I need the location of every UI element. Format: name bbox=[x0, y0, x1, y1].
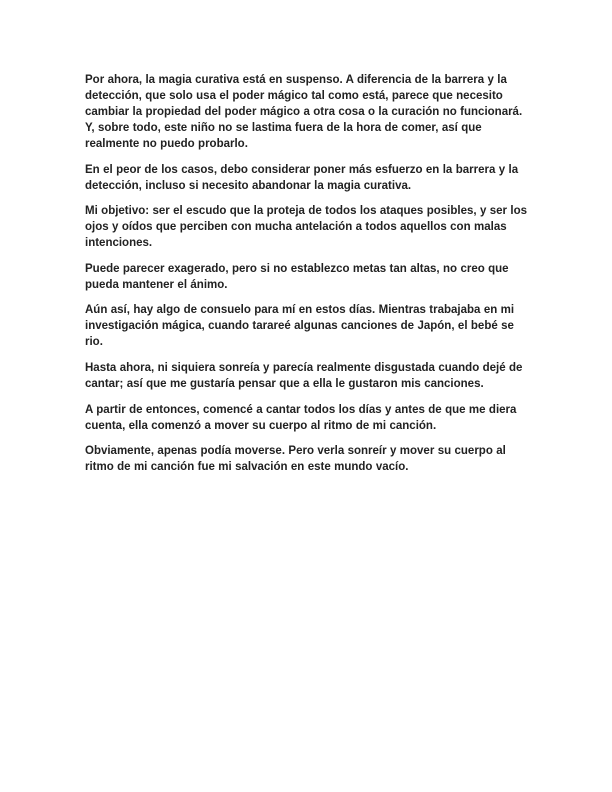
paragraph-2: En el peor de los casos, debo considerar poner más esfuerzo en la barrera y la detección, incluso si necesito abandonar la magia curativa. bbox=[85, 163, 519, 192]
paragraph-6: Hasta ahora, ni siquiera sonreía y parecía realmente disgustada cuando dejé de cantar; así que me gustaría pensar que a ella le gustaron mis canciones. bbox=[85, 361, 523, 390]
paragraph-3: Mi objetivo: ser el escudo que la proteja de todos los ataques posibles, y ser los ojos y oídos que perciben con mucha antelación a todos aquellos con malas intenciones. bbox=[85, 205, 528, 250]
paragraph-4: Puede parecer exagerado, pero si no establezco metas tan altas, no creo que pueda mantener el ánimo. bbox=[85, 262, 509, 291]
paragraph-7: A partir de entonces, comencé a cantar todos los días y antes de que me diera cuenta, ella comenzó a mover su cuerpo al ritmo de mi canción. bbox=[85, 403, 517, 432]
paragraph-1: Por ahora, la magia curativa está en suspenso. A diferencia de la barrera y la detección, que solo usa el poder mágico tal como está, parece que necesito cambiar la propiedad del poder mágico a otra cosa o la curación no funcionará. Y, sobre todo, este niño no se lastima fuera de la hora de comer, así que realmente no puedo probarlo. bbox=[85, 74, 523, 150]
paragraph-5: Aún así, hay algo de consuelo para mí en estos días. Mientras trabajaba en mi investigación mágica, cuando tarareé algunas canciones de Japón, el bebé se rio. bbox=[85, 304, 515, 349]
body-text bbox=[85, 72, 532, 475]
paragraph-8: Obviamente, apenas podía moverse. Pero verla sonreír y mover su cuerpo al ritmo de mi canción fue mi salvación en este mundo vacío. bbox=[85, 445, 506, 474]
